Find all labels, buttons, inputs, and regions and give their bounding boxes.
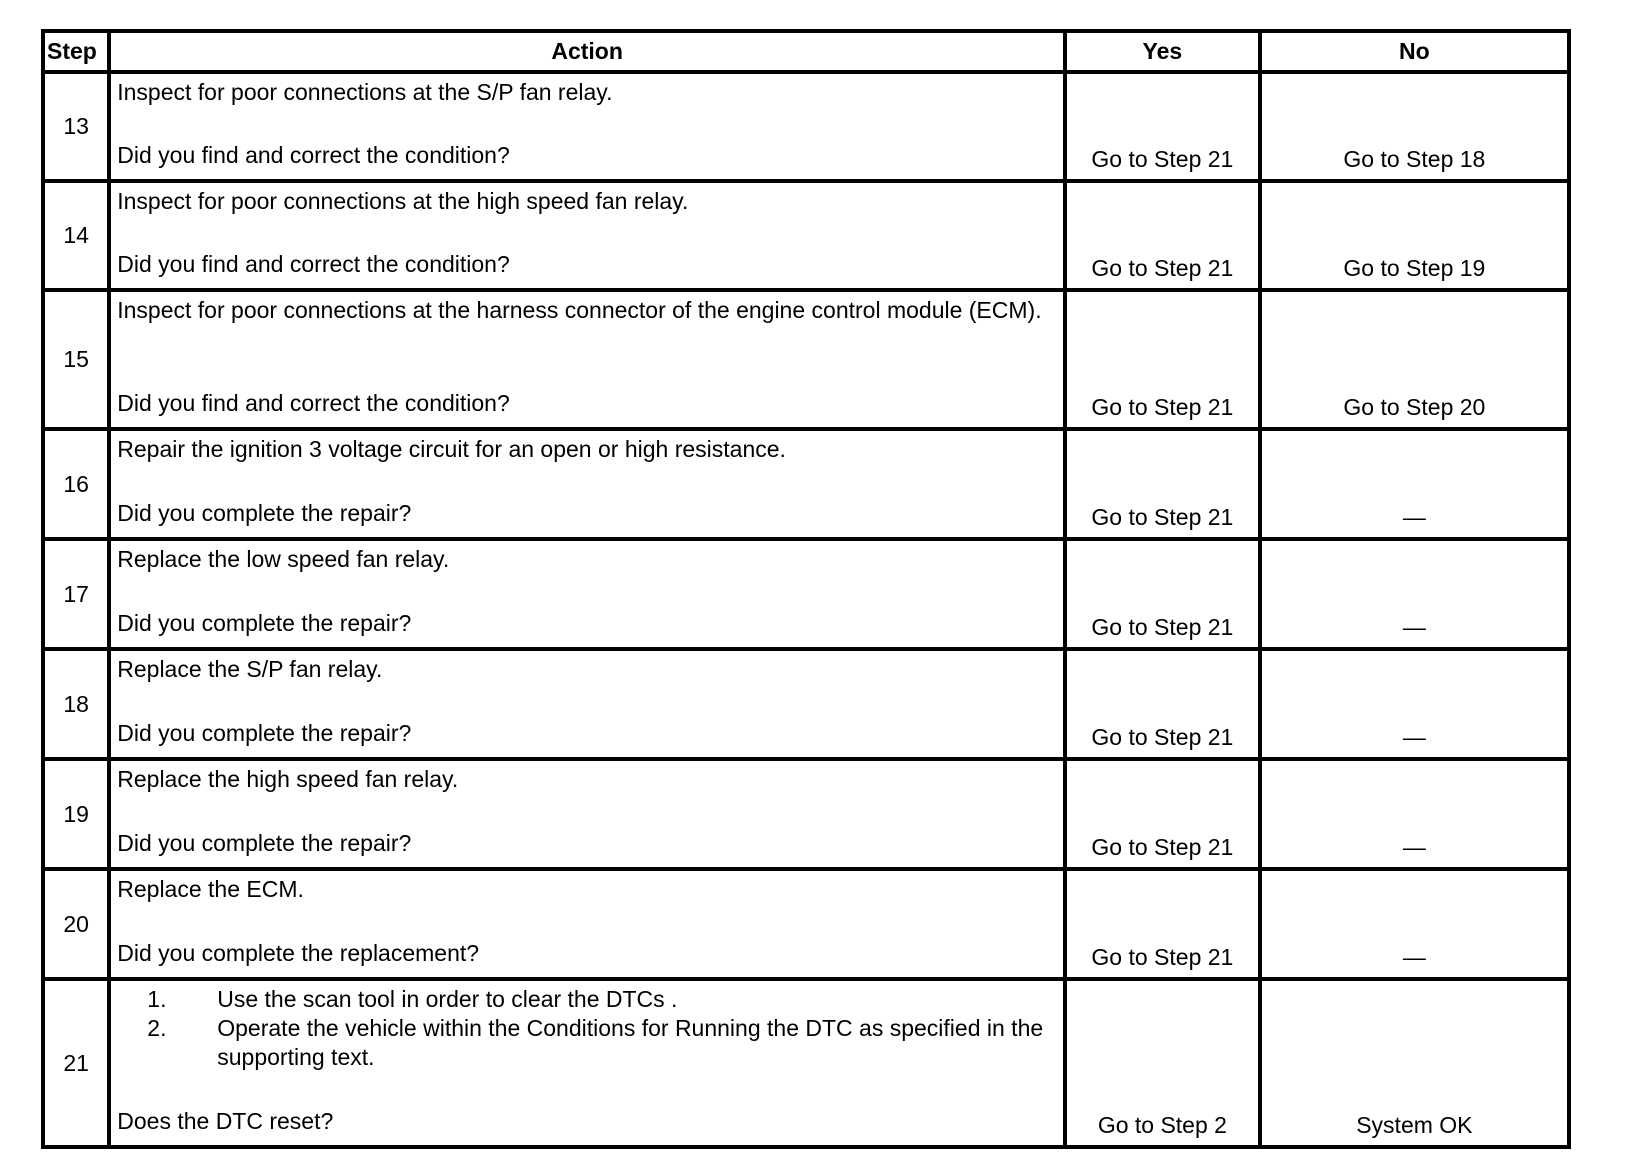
step-number: 17 (43, 539, 109, 649)
table-row (43, 181, 1569, 290)
table-row (43, 869, 1569, 979)
header-step: Step (43, 31, 109, 72)
action-cell (109, 649, 1065, 759)
action-question: Did you find and correct the condition? (117, 390, 510, 416)
no-cell: — (1260, 759, 1569, 869)
step-number: 18 (43, 649, 109, 759)
yes-cell: Go to Step 21 (1065, 759, 1260, 869)
yes-cell: Go to Step 21 (1065, 539, 1260, 649)
no-cell: Go to Step 20 (1260, 290, 1569, 429)
substep-item: 1. Use the scan tool in order to clear the DTCs . (179, 985, 1055, 1014)
step-number: 15 (43, 290, 109, 429)
no-cell: — (1260, 649, 1569, 759)
action-cell (109, 869, 1065, 979)
action-cell (109, 539, 1065, 649)
header-row (43, 31, 1569, 72)
action-text: Repair the ignition 3 voltage circuit for an open or high resistance. (117, 436, 786, 462)
yes-cell: Go to Step 21 (1065, 181, 1260, 290)
step-number: 19 (43, 759, 109, 869)
action-cell (109, 979, 1065, 1147)
yes-cell: Go to Step 21 (1065, 72, 1260, 181)
action-text: Replace the ECM. (117, 876, 304, 902)
action-text: Inspect for poor connections at the S/P fan relay. (117, 79, 613, 105)
action-question: Did you find and correct the condition? (117, 142, 510, 168)
yes-cell: Go to Step 21 (1065, 429, 1260, 539)
table-row (43, 290, 1569, 429)
action-question: Did you complete the repair? (117, 500, 412, 526)
yes-cell: Go to Step 21 (1065, 290, 1260, 429)
table-row (43, 979, 1569, 1147)
action-cell (109, 429, 1065, 539)
table-row (43, 429, 1569, 539)
action-question: Did you complete the repair? (117, 720, 412, 746)
table-row (43, 72, 1569, 181)
table-row (43, 539, 1569, 649)
header-yes: Yes (1065, 31, 1260, 72)
step-number: 16 (43, 429, 109, 539)
action-text: Replace the high speed fan relay. (117, 766, 459, 792)
action-text: Replace the S/P fan relay. (117, 656, 383, 682)
no-cell: — (1260, 429, 1569, 539)
yes-cell: Go to Step 21 (1065, 869, 1260, 979)
step-number: 14 (43, 181, 109, 290)
action-cell (109, 759, 1065, 869)
header-action: Action (109, 31, 1065, 72)
step-number: 13 (43, 72, 109, 181)
diagnostic-table-container (41, 29, 1571, 1149)
yes-cell: Go to Step 21 (1065, 649, 1260, 759)
table-row (43, 649, 1569, 759)
header-no: No (1260, 31, 1569, 72)
substep-list (117, 985, 1055, 1072)
action-text: Replace the low speed fan relay. (117, 546, 450, 572)
action-question: Did you complete the repair? (117, 830, 412, 856)
action-question: Does the DTC reset? (117, 1108, 334, 1134)
action-text: Inspect for poor connections at the high speed fan relay. (117, 188, 689, 214)
no-cell: Go to Step 19 (1260, 181, 1569, 290)
action-text: Inspect for poor connections at the harness connector of the engine control module (ECM). (117, 297, 1042, 323)
action-question: Did you complete the repair? (117, 610, 412, 636)
no-cell: Go to Step 18 (1260, 72, 1569, 181)
action-cell (109, 181, 1065, 290)
step-number: 21 (43, 979, 109, 1147)
substep-item: 2. Operate the vehicle within the Conditions for Running the DTC as specified in the supporting text. (179, 1014, 1055, 1072)
action-question: Did you find and correct the condition? (117, 251, 510, 277)
table-row (43, 759, 1569, 869)
step-number: 20 (43, 869, 109, 979)
no-cell: — (1260, 539, 1569, 649)
yes-cell: Go to Step 2 (1065, 979, 1260, 1147)
diagnostic-table (41, 29, 1571, 1149)
action-cell (109, 72, 1065, 181)
no-cell: System OK (1260, 979, 1569, 1147)
action-cell (109, 290, 1065, 429)
action-question: Did you complete the replacement? (117, 940, 480, 966)
no-cell: — (1260, 869, 1569, 979)
